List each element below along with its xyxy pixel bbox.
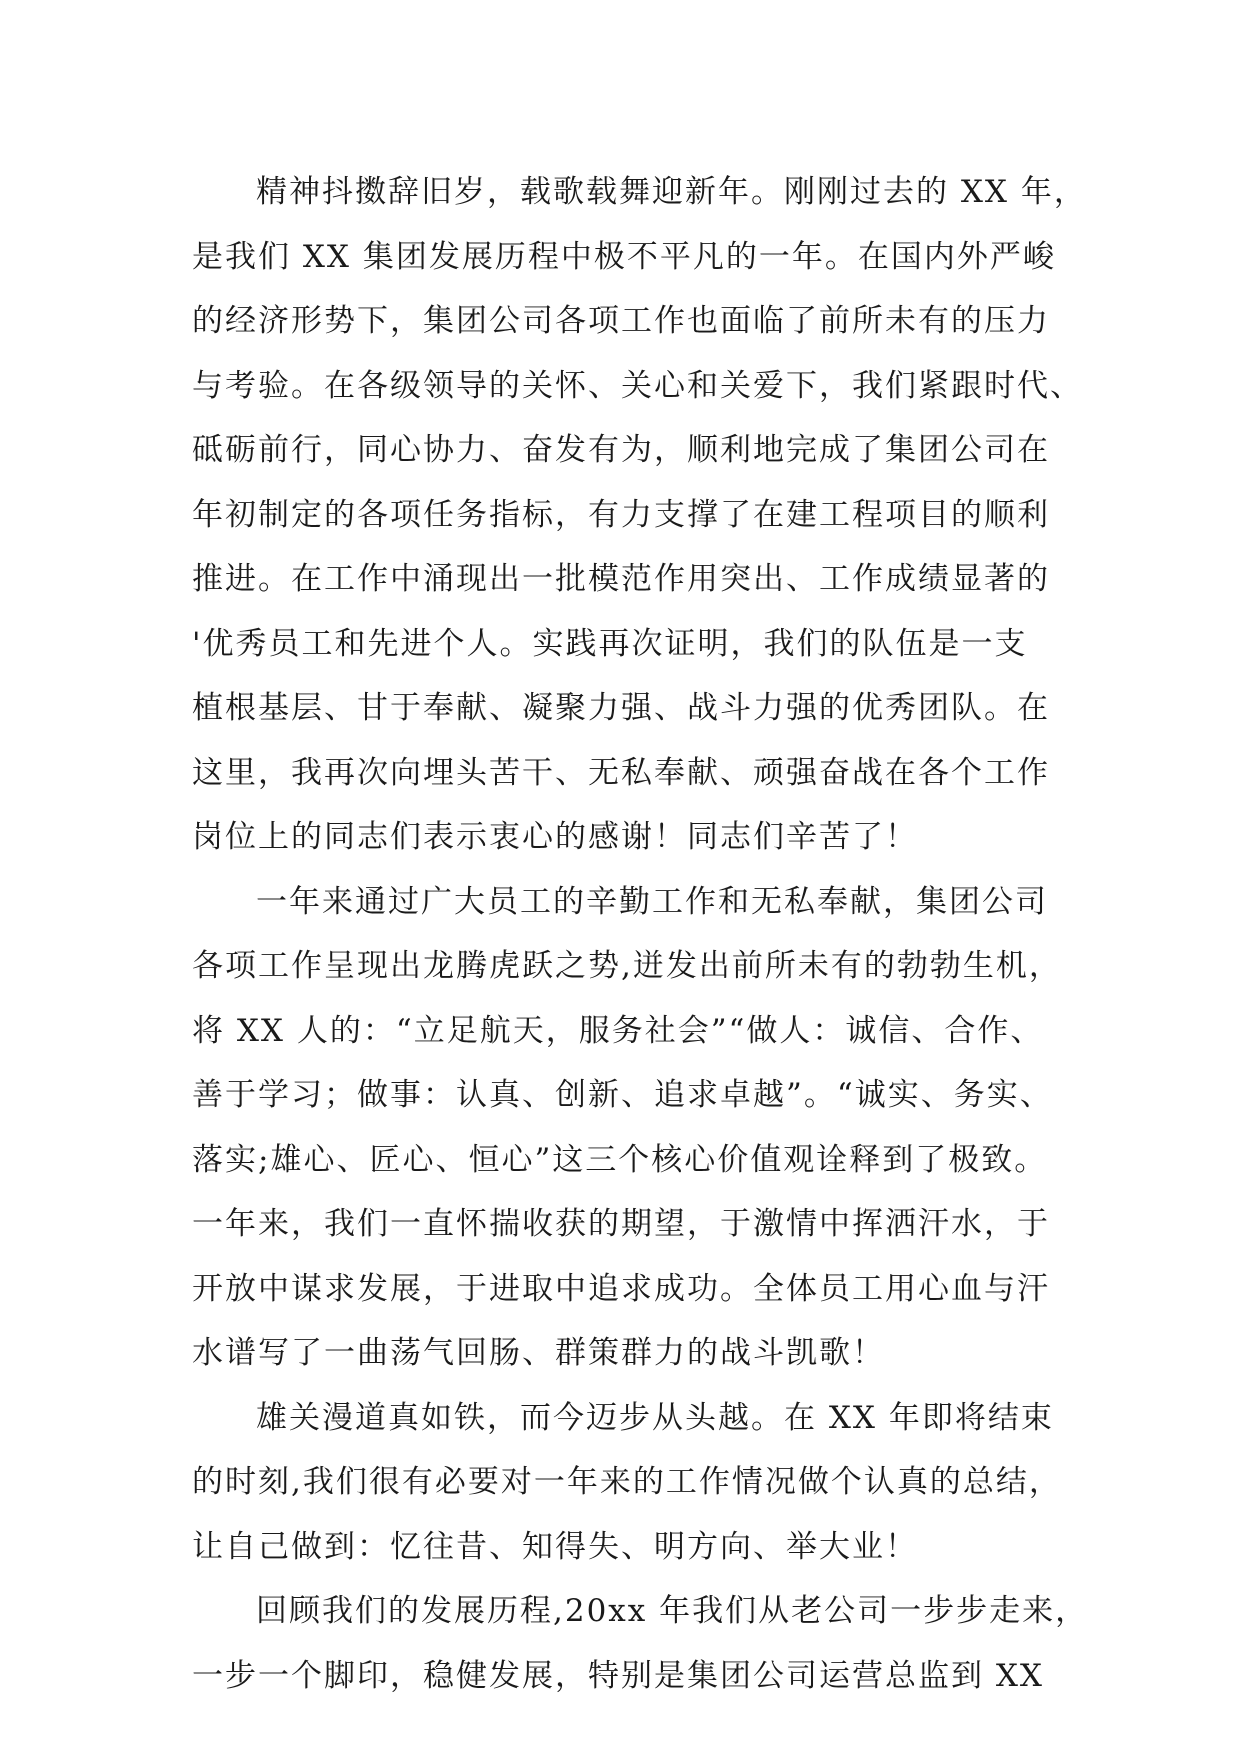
paragraph-1-line-11: 岗位上的同志们表示衷心的感谢！同志们辛苦了！	[192, 819, 918, 855]
paragraph-4-line-2: 一步一个脚印，稳健发展，特别是集团公司运营总监到 XX	[192, 1657, 1044, 1694]
paragraph-2-line-7: 开放中谋求发展，于进取中追求成功。全体员工用心血与汗	[192, 1270, 1050, 1307]
paragraph-1-line-9: 植根基层、甘于奉献、凝聚力强、战斗力强的优秀团队。在	[192, 690, 1050, 726]
paragraph-1-line-8: '优秀员工和先进个人。实践再次证明，我们的队伍是一支	[192, 625, 1028, 662]
paragraph-3-line-2: 的时刻,我们很有必要对一年来的工作情况做个认真的总结，	[192, 1464, 1062, 1500]
paragraph-1-line-1: 精神抖擞辞旧岁，载歌载舞迎新年。刚刚过去的 XX 年，	[256, 174, 1087, 210]
paragraph-2-line-6: 一年来，我们一直怀揣收获的期望，于激情中挥洒汗水，于	[192, 1206, 1050, 1242]
paragraph-1-line-7: 推进。在工作中涌现出一批模范作用突出、工作成绩显著的	[192, 561, 1050, 597]
paragraph-1-line-5: 砥砺前行，同心协力、奋发有为，顺利地完成了集团公司在	[192, 432, 1050, 468]
paragraph-2-line-1: 一年来通过广大员工的辛勤工作和无私奉献，集团公司	[256, 883, 1048, 920]
paragraph-2-line-3: 将 XX 人的：“立足航天，服务社会”“做人：诚信、合作、	[192, 1012, 1044, 1049]
paragraph-2-line-4: 善于学习；做事：认真、创新、追求卓越”。“诚实、务实、	[192, 1077, 1053, 1113]
paragraph-2-line-5: 落实;雄心、匠心、恒心”这三个核心价值观诠释到了极致。	[192, 1141, 1048, 1178]
paragraph-1-line-3: 的经济形势下，集团公司各项工作也面临了前所未有的压力	[192, 303, 1050, 339]
paragraph-2-line-8: 水谱写了一曲荡气回肠、群策群力的战斗凯歌！	[192, 1335, 885, 1371]
paragraph-3-line-3: 让自己做到：忆往昔、知得失、明方向、举大业！	[192, 1528, 918, 1565]
paragraph-2-line-2: 各项工作呈现出龙腾虎跃之势,迸发出前所未有的勃勃生机，	[192, 948, 1062, 984]
paragraph-1-line-2: 是我们 XX 集团发展历程中极不平凡的一年。在国内外严峻	[192, 238, 1056, 275]
paragraph-1-line-10: 这里，我再次向埋头苦干、无私奉献、顽强奋战在各个工作	[192, 754, 1050, 791]
paragraph-1-line-4: 与考验。在各级领导的关怀、关心和关爱下，我们紧跟时代、	[192, 367, 1083, 404]
document-body	[192, 160, 1089, 1708]
paragraph-1-line-6: 年初制定的各项任务指标，有力支撑了在建工程项目的顺利	[192, 496, 1050, 533]
paragraph-4-line-1: 回顾我们的发展历程,20xx 年我们从老公司一步步走来，	[256, 1593, 1089, 1629]
paragraph-3-line-1: 雄关漫道真如铁，而今迈步从头越。在 XX 年即将结束	[256, 1399, 1054, 1436]
